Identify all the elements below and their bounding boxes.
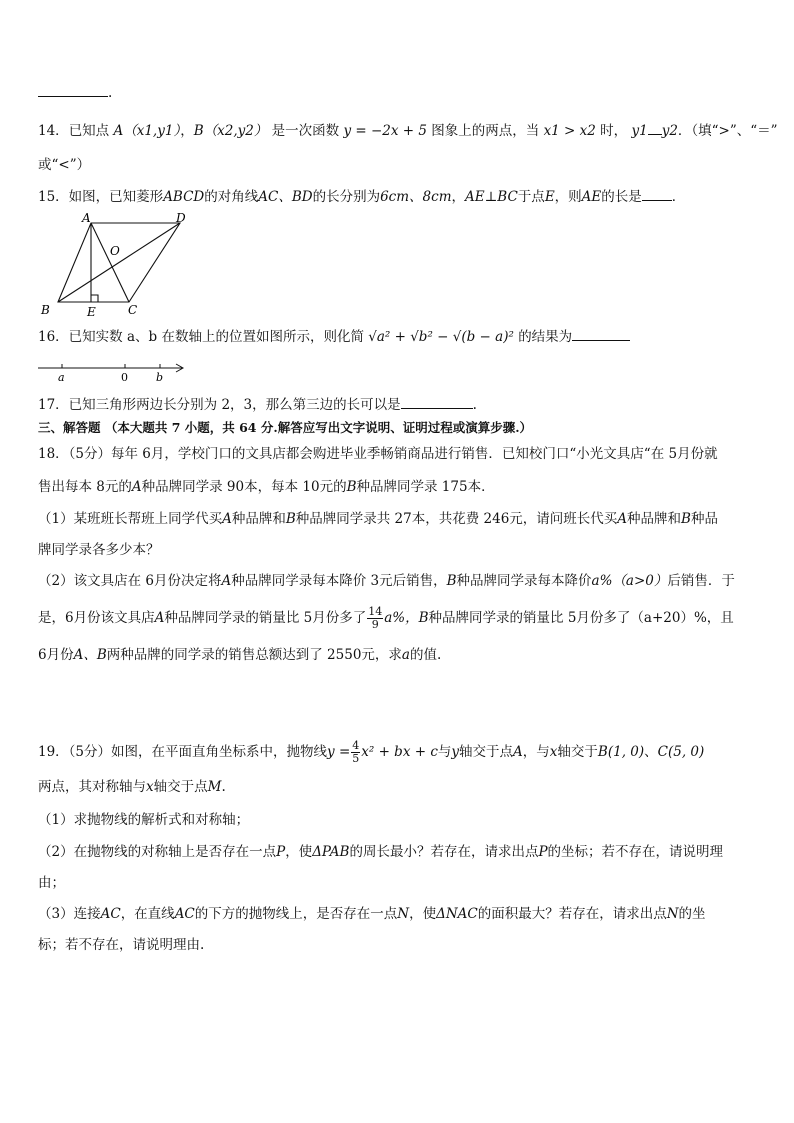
q16-expression: √a² + √b² − √(b − a)² [368, 329, 514, 345]
q19-y-axis: y [451, 744, 460, 760]
q18-line-1 [38, 444, 718, 464]
q18-line-6 [38, 606, 734, 631]
q16-line [38, 326, 630, 347]
q18-brand-b: B [681, 511, 691, 527]
q18-line-2 [38, 477, 495, 497]
q14-text: 或“<”） [38, 157, 91, 173]
section-3-heading [38, 418, 532, 438]
q18-brand-b: B [418, 610, 429, 626]
q14-text: 已知点 [68, 123, 110, 139]
q13-answer-line [38, 82, 112, 103]
q19-text: 轴交于 [557, 744, 598, 760]
q14-text: ．（填“>”、“＝” [677, 123, 778, 139]
q18-text: 种品牌同学录的销量比 5月份多了 [164, 610, 367, 626]
q18-text: （2）该文具店在 6月份决定将 [38, 573, 222, 589]
q17-answer-blank[interactable] [401, 394, 473, 409]
label-a: A [82, 211, 91, 225]
q14-number: 14． [38, 123, 69, 139]
q19-x-axis: x [549, 744, 558, 760]
q19-sub-2-line-2 [38, 873, 65, 893]
q18-brand-a: A [221, 573, 232, 589]
q19-sub-1 [38, 810, 249, 830]
q15-lengths: 6cm、8cm [380, 189, 452, 205]
q18-text: 种品牌和 [231, 511, 286, 527]
q19-text: . [221, 779, 226, 795]
q19-y-eq: y = [327, 744, 351, 760]
q18-brands: A、B [73, 647, 107, 663]
q14-answer-blank[interactable] [648, 120, 662, 135]
axis-label-zero: 0 [121, 371, 128, 384]
q18-text: 种品牌和 [627, 511, 682, 527]
q18-text: 售出每本 8元的 [38, 479, 132, 495]
q18-brand-b: B [285, 511, 296, 527]
q19-text: 与 [437, 744, 452, 760]
q15-text: 于点 [517, 189, 545, 205]
q14-line-1 [38, 120, 778, 141]
q18-text: 种品牌同学录 175本． [356, 479, 495, 495]
q18-line-4 [38, 540, 160, 560]
q16-text: 的结果为 [518, 329, 573, 345]
q19-text: 轴交于点 [153, 779, 208, 795]
q19-text: ，在直线 [120, 906, 175, 922]
q19-point-n: N [397, 906, 410, 922]
q19-text: 由； [38, 875, 65, 891]
q18-brand-a: A [617, 511, 628, 527]
q19-point-p: P [276, 844, 286, 860]
q18-discount: a%（a>0） [591, 573, 668, 589]
axis-label-b: b [156, 371, 164, 384]
q19-text: 标；若不存在，请说明理由. [38, 937, 205, 953]
q18-line-3 [38, 509, 718, 529]
q18-var-a: a [401, 647, 410, 663]
q18-text: 种品牌同学录共 27本，共花费 246元，请问班长代买 [295, 511, 618, 527]
q19-x-axis: x [146, 779, 154, 795]
q14-text: 是一次函数 [271, 123, 340, 139]
q19-point-a: A [513, 744, 523, 760]
q19-text: 的周长最小？若存在，请求出点 [349, 844, 539, 860]
q19-segment-ac: AC [174, 906, 195, 922]
q19-polynomial: x² + bx + c [361, 744, 438, 760]
q15-perp: AE⊥BC [465, 189, 518, 205]
label-d: D [176, 211, 186, 225]
q14-coord-a: （x1,y1） [123, 123, 181, 139]
q15-text: 的长是 [601, 189, 642, 205]
q19-text: （1）求抛物线的解析式和对称轴； [38, 812, 250, 828]
q19-sub-2 [38, 842, 723, 862]
q19-point-n: N [666, 906, 679, 922]
q19-text: ，与 [522, 744, 550, 760]
q19-line-2 [38, 777, 226, 797]
right-angle-mark [91, 295, 98, 302]
q19-text: 的坐 [678, 906, 706, 922]
q14-comma: ， [180, 123, 194, 139]
q15-text: 15．如图，已知菱形 [38, 189, 164, 205]
q14-point-a: A [113, 123, 124, 139]
q19-text: 两点，其对称轴与 [38, 779, 146, 795]
q18-line-7 [38, 645, 441, 665]
q19-triangle-pab: ΔPAB [312, 844, 350, 860]
q19-text: 的坐标；若不存在，请说明理 [547, 844, 724, 860]
q18-text: 种品牌同学录每本降价 [456, 573, 592, 589]
q19-segment-ac: AC [100, 906, 121, 922]
q17-line [38, 394, 477, 415]
q13-answer-blank[interactable] [38, 82, 108, 97]
q19-sub-3-line-2 [38, 935, 204, 955]
q18-text: （1）某班班长帮班上同学代买 [38, 511, 223, 527]
q14-line-2 [38, 155, 90, 175]
q18-text: 种品牌同学录的销量比 5月份多了（a+20）%，且 [428, 610, 734, 626]
q18-brand-a: A [131, 479, 142, 495]
q14-point-b: B [193, 123, 204, 139]
q19-text: （2）在抛物线的对称轴上是否存在一点 [38, 844, 277, 860]
q16-answer-blank[interactable] [572, 326, 630, 341]
q18-text: 种品牌同学录每本降价 3元后销售， [231, 573, 447, 589]
q18-text: 18．（5分）每年 6月，学校门口的文具店都会购进毕业季畅销商品进行销售．已知校门口“小光文具店“在 5月份就 [38, 446, 718, 462]
q19-point-c: C(5, 0) [657, 744, 705, 760]
q19-frac-num: 4 [352, 739, 360, 752]
diagonal-bd [58, 223, 180, 302]
q19-point-m: M [207, 779, 222, 795]
q14-function: y = −2x + 5 [343, 123, 427, 139]
q14-text: 时， [600, 123, 628, 139]
q18-text: 后销售．于 [667, 573, 735, 589]
q19-text: （3）连接 [38, 906, 101, 922]
q18-line-5 [38, 571, 735, 591]
q15-answer-blank[interactable] [642, 186, 672, 201]
q19-point-p: P [538, 844, 548, 860]
q19-fraction [351, 740, 360, 765]
q15-text: 的长分别为 [312, 189, 381, 205]
q14-y1: y1 [631, 123, 648, 139]
label-o: O [110, 244, 120, 258]
q19-text: 的面积最大？若存在，请求出点 [477, 906, 667, 922]
q13-tail: . [108, 85, 113, 101]
q18-brand-a: A [154, 610, 165, 626]
q15-text: ， [451, 189, 465, 205]
q19-point-b: B(1, 0) [597, 744, 645, 760]
q17-text: 17．已知三角形两边长分别为 2，3，那么第三边的长可以是 [38, 397, 401, 413]
q15-line [38, 186, 685, 207]
q19-line-1 [38, 740, 704, 765]
q15-abcd: ABCD [163, 189, 205, 205]
q19-text: 轴交于点 [459, 744, 514, 760]
q16-text: 16．已知实数 a、b 在数轴上的位置如图所示，则化简 [38, 329, 364, 345]
q15-end: ． [671, 189, 686, 205]
diagonal-ac [91, 223, 129, 302]
q19-frac-den: 5 [352, 752, 360, 765]
axis-label-a: a [58, 371, 65, 384]
q18-text: 是，6月份该文具店 [38, 610, 155, 626]
q18-frac-num: 14 [368, 605, 383, 618]
q19-text: ，使 [409, 906, 437, 922]
q15-text: 的对角线 [204, 189, 259, 205]
section-3-text: 三、解答题 （本大题共 7 小题，共 64 分.解答应写出文字说明、证明过程或演算步骤.） [38, 420, 533, 435]
q18-brand-b: B [346, 479, 357, 495]
q19-sub-3 [38, 904, 706, 924]
q18-text: 种品牌同学录 90本，每本 10元的 [141, 479, 347, 495]
q14-text: 图象上的两点，当 [431, 123, 540, 139]
q15-diagonals: AC、BD [258, 189, 313, 205]
q15-e: E [544, 189, 555, 205]
q18-text: 6月份 [38, 647, 74, 663]
q19-text: ，使 [285, 844, 313, 860]
q18-frac-den: 9 [371, 618, 379, 631]
q19-triangle-nac: ΔNAC [436, 906, 478, 922]
label-e: E [87, 305, 96, 319]
q19-sep: 、 [644, 744, 658, 760]
q19-text: 19．（5分）如图，在平面直角坐标系中，抛物线 [38, 744, 328, 760]
q16-number-line [36, 358, 196, 384]
q15-rhombus-figure [36, 210, 196, 320]
q18-brand-a: A [222, 511, 232, 527]
q14-coord-b: （x2,y2） [203, 123, 268, 139]
q18-text: 两种品牌的同学录的销售总额达到了 2550元，求 [106, 647, 402, 663]
label-c: C [128, 303, 138, 317]
q15-ae: AE [581, 189, 602, 205]
q18-percent: a%， [384, 610, 419, 626]
label-b: B [41, 303, 50, 317]
q18-text: 种品 [690, 511, 718, 527]
q14-condition: x1 > x2 [543, 123, 596, 139]
q18-text: 牌同学录各多少本？ [38, 542, 160, 558]
q18-text: 的值. [409, 647, 442, 663]
q17-end: . [472, 397, 477, 413]
q18-fraction [367, 606, 383, 631]
q18-brand-b: B [446, 573, 457, 589]
q15-text: ，则 [554, 189, 582, 205]
q14-y2: y2 [661, 123, 678, 139]
q19-text: 的下方的抛物线上，是否存在一点 [194, 906, 398, 922]
